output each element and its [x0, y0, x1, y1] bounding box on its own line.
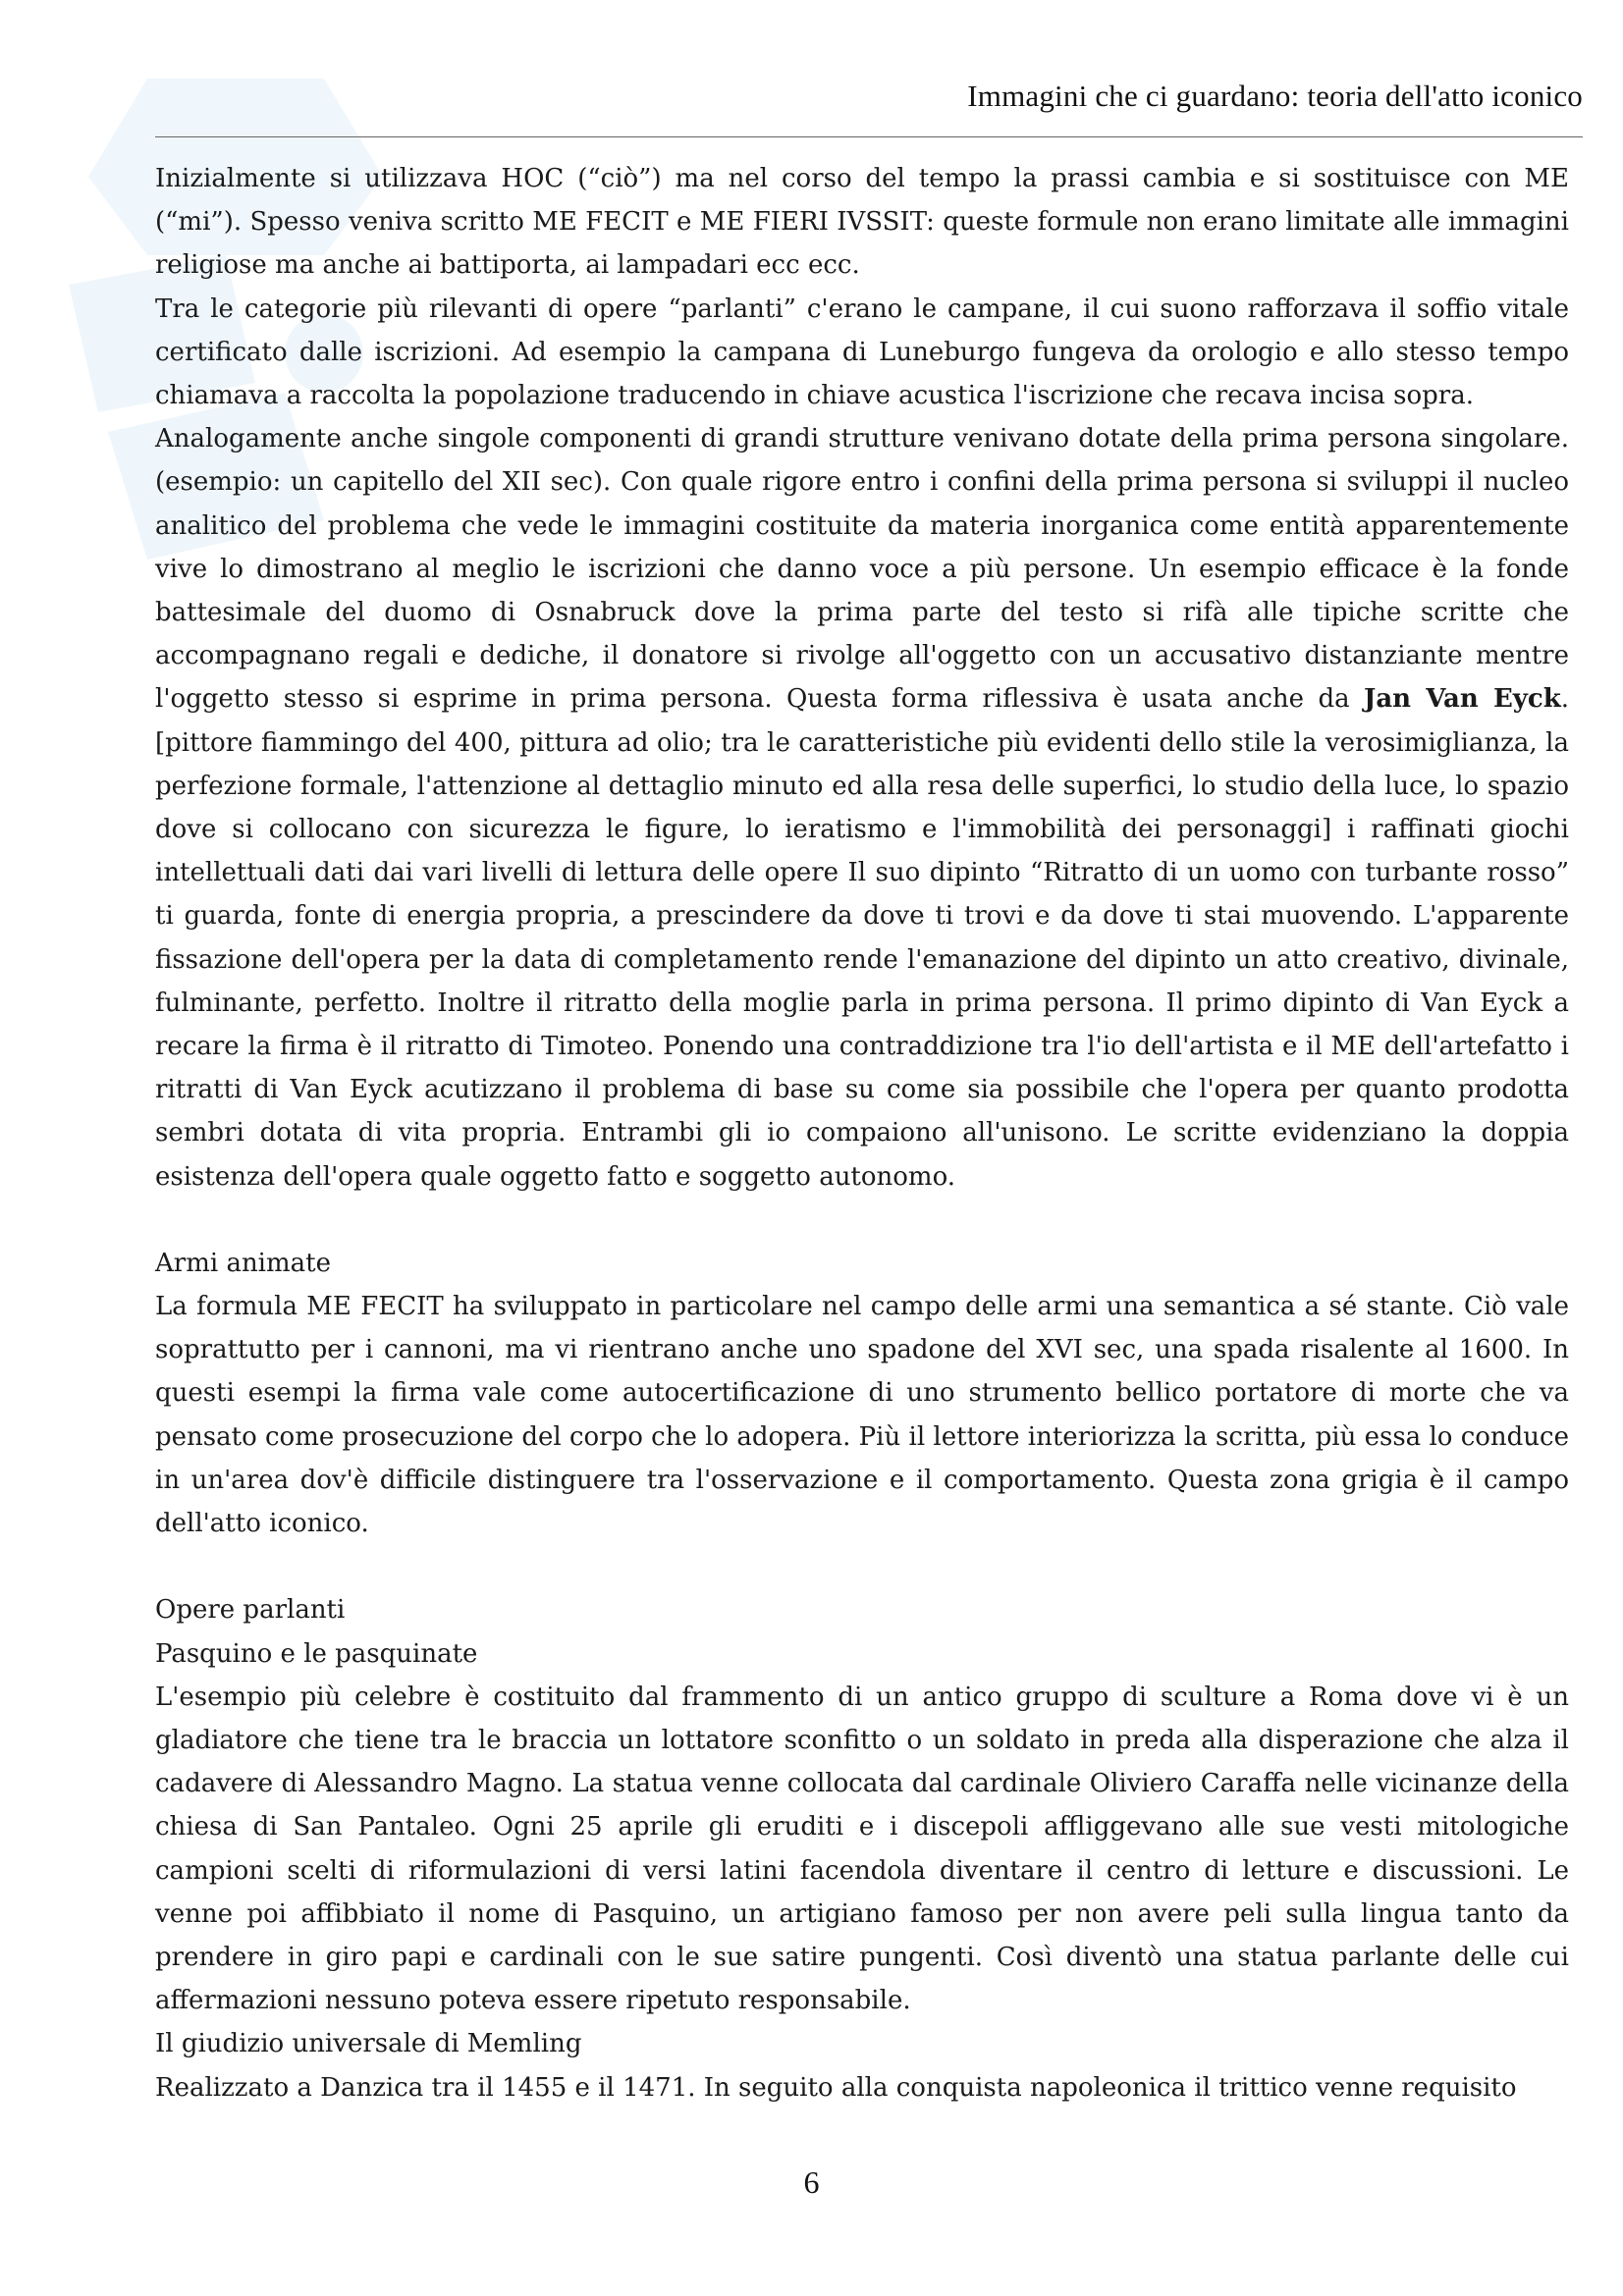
header-rule [155, 136, 1583, 137]
paragraph-armi: La formula ME FECIT ha sviluppato in particolare nel campo delle armi una semantica a sé stante. Ciò vale soprattutto per i cannoni, ma vi rientrano anche uno spadone del XVI sec, una spada risalente al 1600. In questi esempi la firma vale come autocertificazione di uno strumento bellico portatore di morte che va pensato come prosecuzione del corpo che lo adopera. Più il lettore interiorizza la scritta, più essa lo conduce in un'area dov'è difficile distinguere tra l'osservazione e il comportamento. Questa zona grigia è il campo dell'atto iconico. [155, 1292, 1569, 1539]
section-gap [155, 1199, 1569, 1242]
paragraph-van-eyck [155, 417, 1569, 1199]
artist-name-bold: Jan Van Eyck [1364, 684, 1561, 715]
page-body [155, 157, 1569, 2109]
section-gap [155, 1545, 1569, 1588]
page-number: 6 [803, 2164, 820, 2200]
section-heading-pasquino: Pasquino e le pasquinate [155, 1638, 478, 1669]
section-heading-opere: Opere parlanti [155, 1595, 346, 1626]
paragraph-campane: Tra le categorie più rilevanti di opere “parlanti” c'erano le campane, il cui suono rafforzava il soffio vitale certificato dalle iscrizioni. Ad esempio la campana di Luneburgo fungeva da orologio e allo stesso tempo chiamava a raccolta la popolazione traducendo in chiave acustica l'iscrizione che recava incisa sopra. [155, 294, 1569, 411]
paragraph-van-eyck-intro: Analogamente anche singole componenti di grandi strutture venivano dotate della prima persona singolare. (esempio: un capitello del XII sec). Con quale rigore entro i confini della prima persona si sviluppi il nucleo analitico del problema che vede le immagini costituite da materia inorganica come entità apparentemente vive lo dimostrano al meglio le iscrizioni che danno voce a più persone. Un esempio efficace è la fonde battesimale del duomo di Osnabruck dove la prima parte del testo si rifà alle tipiche scritte che accompagnano regali e dediche, il donatore si rivolge all'oggetto con un accusativo distanziante mentre l'oggetto stesso si esprime in prima persona. Questa forma riflessiva è usata anche da [155, 424, 1569, 715]
section-heading-memling: Il giudizio universale di Memling [155, 2029, 582, 2059]
section-heading-armi: Armi animate [155, 1248, 331, 1278]
paragraph-van-eyck-rest: . [pittore fiammingo del 400, pittura ad olio; tra le caratteristiche più evidenti dello stile la verosimiglianza, la perfezione formale, l'attenzione al dettaglio minuto ed alla resa delle superfici, lo studio della luce, lo spazio dove si collocano con sicurezza le figure, lo ieratismo e l'immobilità dei personaggi] i raffinati giochi intellettuali dati dai vari livelli di lettura delle opere Il suo dipinto “Ritratto di un uomo con turbante rosso” ti guarda, fonte di energia propria, a prescindere da dove ti trovi e da dove ti stai muovendo. L'apparente fissazione dell'opera per la data di completamento rende l'emanazione del dipinto un atto creativo, divinale, fulminante, perfetto. Inoltre il ritratto della moglie parla in prima persona. Il primo dipinto di Van Eyck a recare la firma è il ritratto di Timoteo. Ponendo una contraddizione tra l'io dell'artista e il ME dell'artefatto i ritratti di Van Eyck acutizzano il problema di base su come sia possibile che l'opera per quanto prodotta sembri dotata di vita propria. Entrambi gli io compaiono all'unisono. Le scritte evidenziano la doppia esistenza dell'opera quale oggetto fatto e soggetto autonomo. [155, 684, 1569, 1192]
paragraph-pasquino: L'esempio più celebre è costituito dal frammento di un antico gruppo di sculture a Roma dove vi è un gladiatore che tiene tra le braccia un lottatore sconfitto o un soldato in preda alla disperazione che alza il cadavere di Alessandro Magno. La statua venne collocata dal cardinale Oliviero Caraffa nelle vicinanze della chiesa di San Pantaleo. Ogni 25 aprile gli eruditi e i discepoli affliggevano alle sue vesti mitologiche campioni scelti di riformulazioni di versi latini facendola diventare il centro di letture e discussioni. Le venne poi affibbiato il nome di Pasquino, un artigiano famoso per non avere peli sulla lingua tanto da prendere in giro papi e cardinali con le sue satire pungenti. Così diventò una statua parlante delle cui affermazioni nessuno poteva essere ripetuto responsabile. [155, 1682, 1569, 2016]
paragraph-hoc-me: Inizialmente si utilizzava HOC (“ciò”) ma nel corso del tempo la prassi cambia e si sostituisce con ME (“mi”). Spesso veniva scritto ME FECIT e ME FIERI IVSSIT: queste formule non erano limitate alle immagini religiose ma anche ai battiporta, ai lampadari ecc ecc. [155, 164, 1569, 281]
running-header: Immagini che ci guardano: teoria dell'atto iconico [967, 79, 1583, 113]
paragraph-memling: Realizzato a Danzica tra il 1455 e il 1471. In seguito alla conquista napoleonica il trittico venne requisito [155, 2072, 1517, 2103]
